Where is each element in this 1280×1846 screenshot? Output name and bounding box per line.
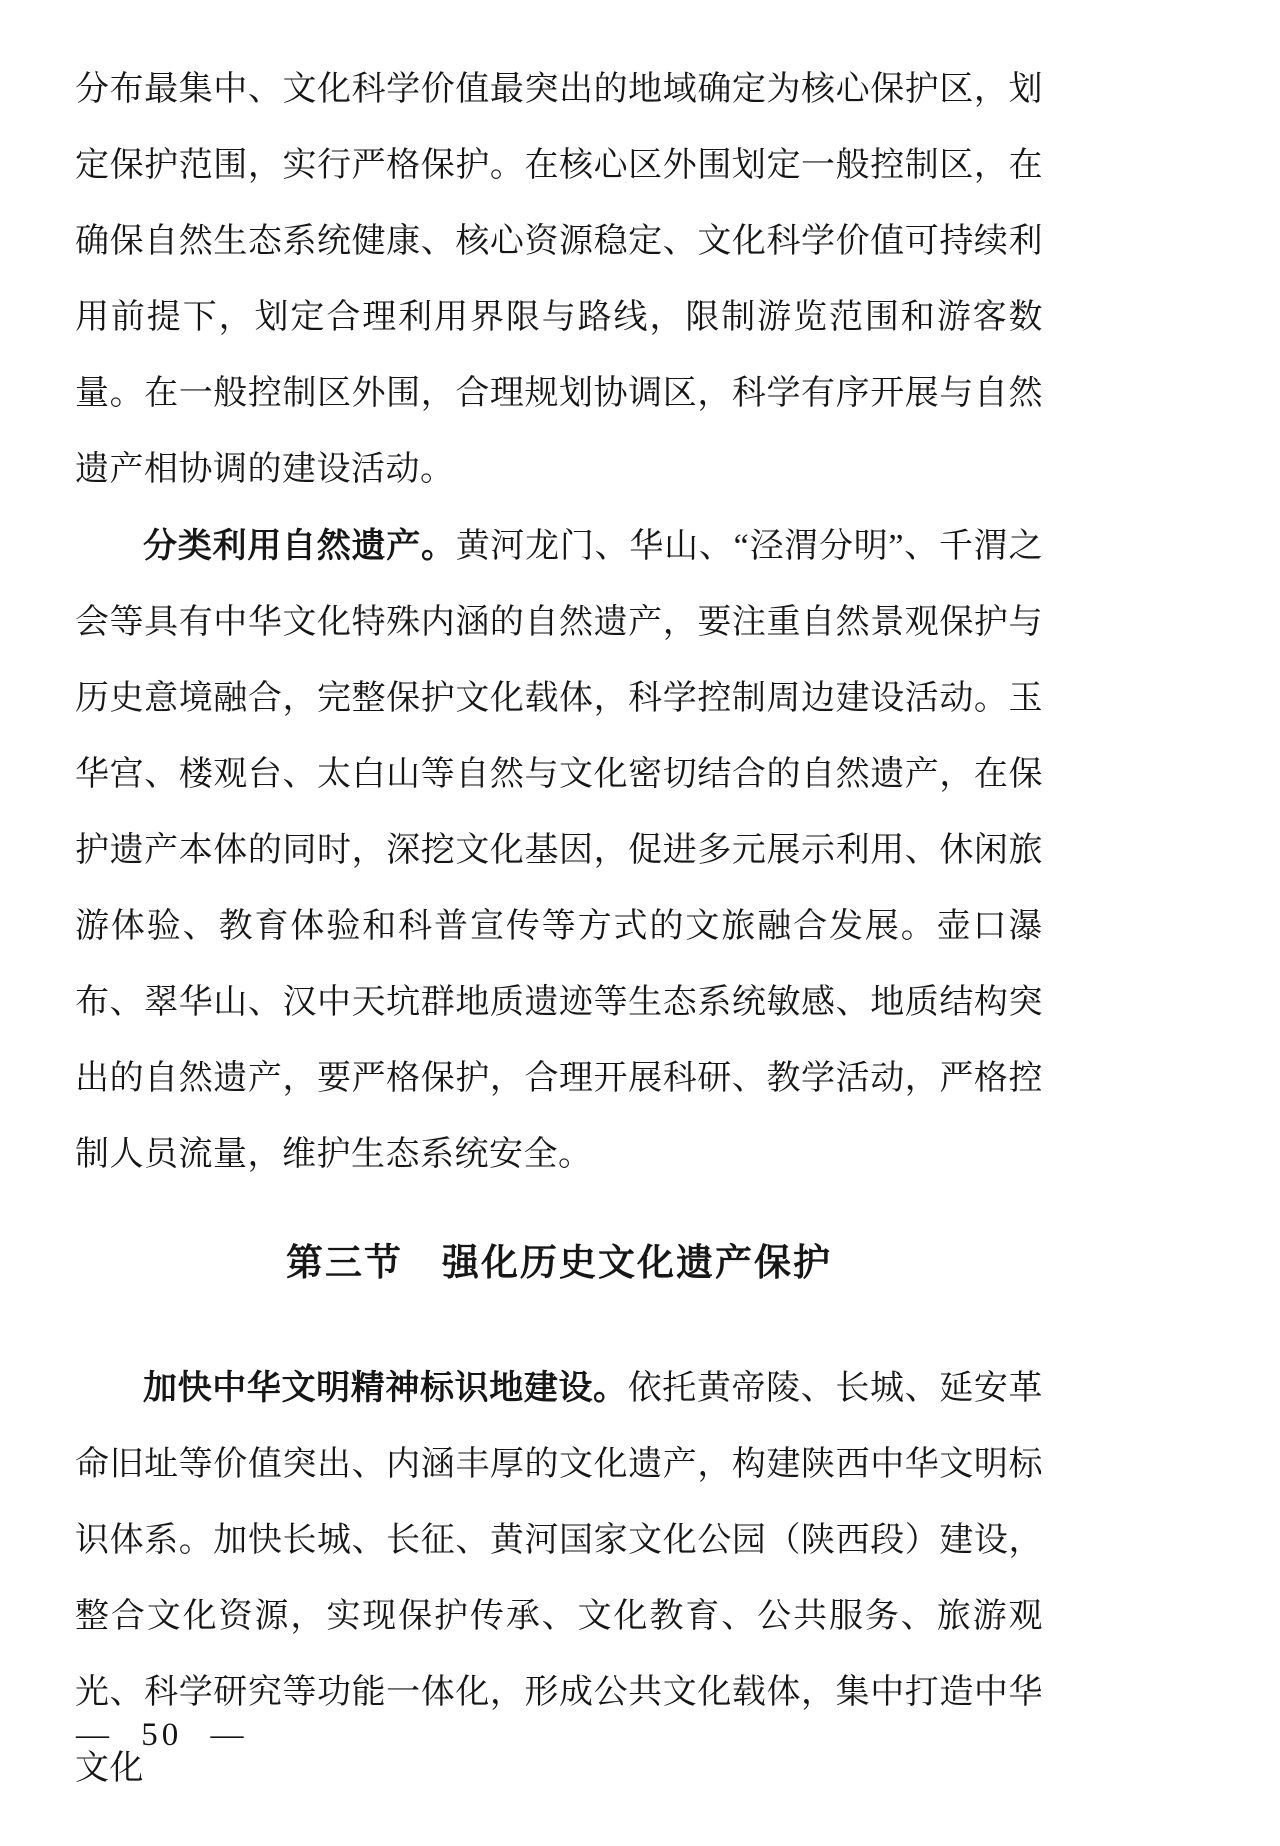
paragraph-lead-bold: 分类利用自然遗产。	[143, 527, 456, 565]
page-number: — 50 —	[76, 1717, 248, 1753]
paragraph-text: 黄河龙门、华山、“泾渭分明”、千渭之会等具有中华文化特殊内涵的自然遗产，要注重自然景观保护与历史意境融合，完整保护文化载体，科学控制周边建设活动。玉华宫、楼观台、太白山等自然与文化密切结合的自然遗产，在保护遗产本体的同时，深挖文化基因，促进多元展示利用、休闲旅游体验、教育体验和科普宣传等方式的文旅融合发展。壶口瀑布、翠华山、汉中天坑群地质遗迹等生态系统敏感、地质结构突出的自然遗产，要严格保护，合理开展科研、教学活动，严格控制人员流量，维护生态系统安全。	[75, 528, 1043, 1173]
section-heading: 第三节 强化历史文化遗产保护	[286, 1242, 832, 1283]
paragraph-classified-use-of-natural-heritage	[75, 508, 1043, 1193]
paragraph-natural-heritage-zoning	[75, 52, 1043, 508]
document-body	[75, 52, 1043, 1807]
paragraph-text: 分布最集中、文化科学价值最突出的地域确定为核心保护区，划定保护范围，实行严格保护。在核心区外围划定一般控制区，在确保自然生态系统健康、核心资源稳定、文化科学价值可持续利用前提下，划定合理利用界限与路线，限制游览范围和游客数量。在一般控制区外围，合理规划协调区，科学有序开展与自然遗产相协调的建设活动。	[75, 71, 1043, 488]
paragraph-lead-bold: 加快中华文明精神标识地建设。	[143, 1369, 628, 1407]
paragraph-text: 依托黄帝陵、长城、延安革命旧址等价值突出、内涵丰厚的文化遗产，构建陕西中华文明标识体系。加快长城、长征、黄河国家文化公园（陕西段）建设，整合文化资源，实现保护传承、文化教育、公共服务、旅游观光、科学研究等功能一体化，形成公共文化载体，集中打造中华文化	[75, 1370, 1044, 1787]
